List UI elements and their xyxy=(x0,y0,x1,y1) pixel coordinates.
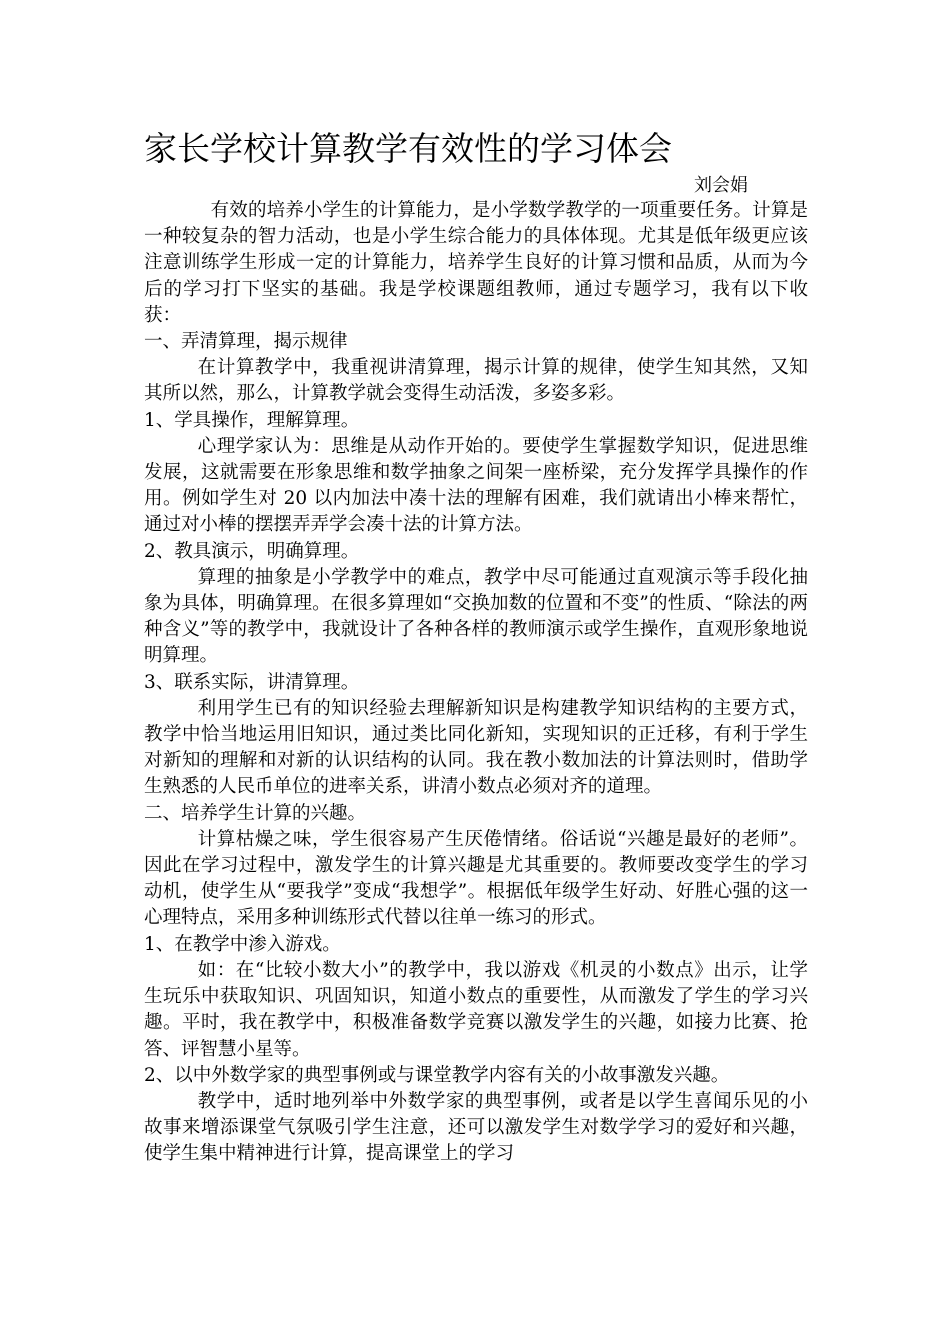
subsection-heading: 3、联系实际，讲清算理。 xyxy=(144,671,360,693)
body-paragraph: 心理学家认为：思维是从动作开始的。要使学生掌握数学知识，促进思维发展，这就需要在形象思维和数学抽象之间架一座桥梁，充分发挥学具操作的作用。例如学生对 20 以内加法中凑十法的理解有困难，我们就请出小棒来帮忙，通过对小棒的摆摆弄弄学会凑十法的计算方法。 xyxy=(144,435,808,536)
body-paragraph: 如：在“比较小数大小”的教学中，我以游戏《机灵的小数点》出示，让学生玩乐中获取知识、巩固知识，知道小数点的重要性，从而激发了学生的学习兴趣。平时，我在教学中，积极准备数学竞赛以激发学生的兴趣，如接力比赛、抢答、评智慧小星等。 xyxy=(144,959,808,1060)
section-heading: 一、弄清算理，揭示规律 xyxy=(144,331,348,353)
document-body xyxy=(144,198,808,1168)
body-paragraph: 在计算教学中，我重视讲清算理，揭示计算的规律，使学生知其然，又知其所以然，那么，计算教学就会变得生动活泼，多姿多彩。 xyxy=(144,357,808,405)
body-paragraph: 利用学生已有的知识经验去理解新知识是构建教学知识结构的主要方式，教学中恰当地运用旧知识，通过类比同化新知，实现知识的正迁移，有利于学生对新知的理解和对新的认识结构的认同。我在教小数加法的计算法则时，借助学生熟悉的人民币单位的进率关系，讲清小数点必须对齐的道理。 xyxy=(144,697,808,798)
body-paragraph: 计算枯燥之味，学生很容易产生厌倦情绪。俗话说“兴趣是最好的老师”。因此在学习过程中，激发学生的计算兴趣是尤其重要的。教师要改变学生的学习动机，使学生从“要我学”变成“我想学”。根据低年级学生好动、好胜心强的这一心理特点，采用多种训练形式代替以往单一练习的形式。 xyxy=(144,828,808,929)
body-paragraph: 算理的抽象是小学教学中的难点，教学中尽可能通过直观演示等手段化抽象为具体，明确算理。在很多算理如“交换加数的位置和不变”的性质、“除法的两种含义”等的教学中，我就设计了各种各样的教师演示或学生操作，直观形象地说明算理。 xyxy=(144,566,808,667)
body-paragraph: 教学中，适时地列举中外数学家的典型事例，或者是以学生喜闻乐见的小故事来增添课堂气氛吸引学生注意，还可以激发学生对数学学习的爱好和兴趣，使学生集中精神进行计算，提高课堂上的学习 xyxy=(144,1090,808,1165)
subsection-heading: 2、以中外数学家的典型事例或与课堂教学内容有关的小故事激发兴趣。 xyxy=(144,1064,730,1086)
subsection-heading: 2、教具演示，明确算理。 xyxy=(144,540,360,562)
author-name: 刘会娟 xyxy=(694,175,748,196)
body-paragraph: 有效的培养小学生的计算能力，是小学数学教学的一项重要任务。计算是一种较复杂的智力活动，也是小学生综合能力的具体体现。尤其是低年级更应该注意训练学生形成一定的计算能力，培养学生良好的计算习惯和品质，从而为今后的学习打下坚实的基础。我是学校课题组教师，通过专题学习，我有以下收获： xyxy=(144,200,808,326)
document-title: 家长学校计算教学有效性的学习体会 xyxy=(144,129,672,168)
section-heading: 二、培养学生计算的兴趣。 xyxy=(144,802,367,824)
subsection-heading: 1、学具操作，理解算理。 xyxy=(144,409,360,431)
subsection-heading: 1、在教学中渗入游戏。 xyxy=(144,933,341,955)
